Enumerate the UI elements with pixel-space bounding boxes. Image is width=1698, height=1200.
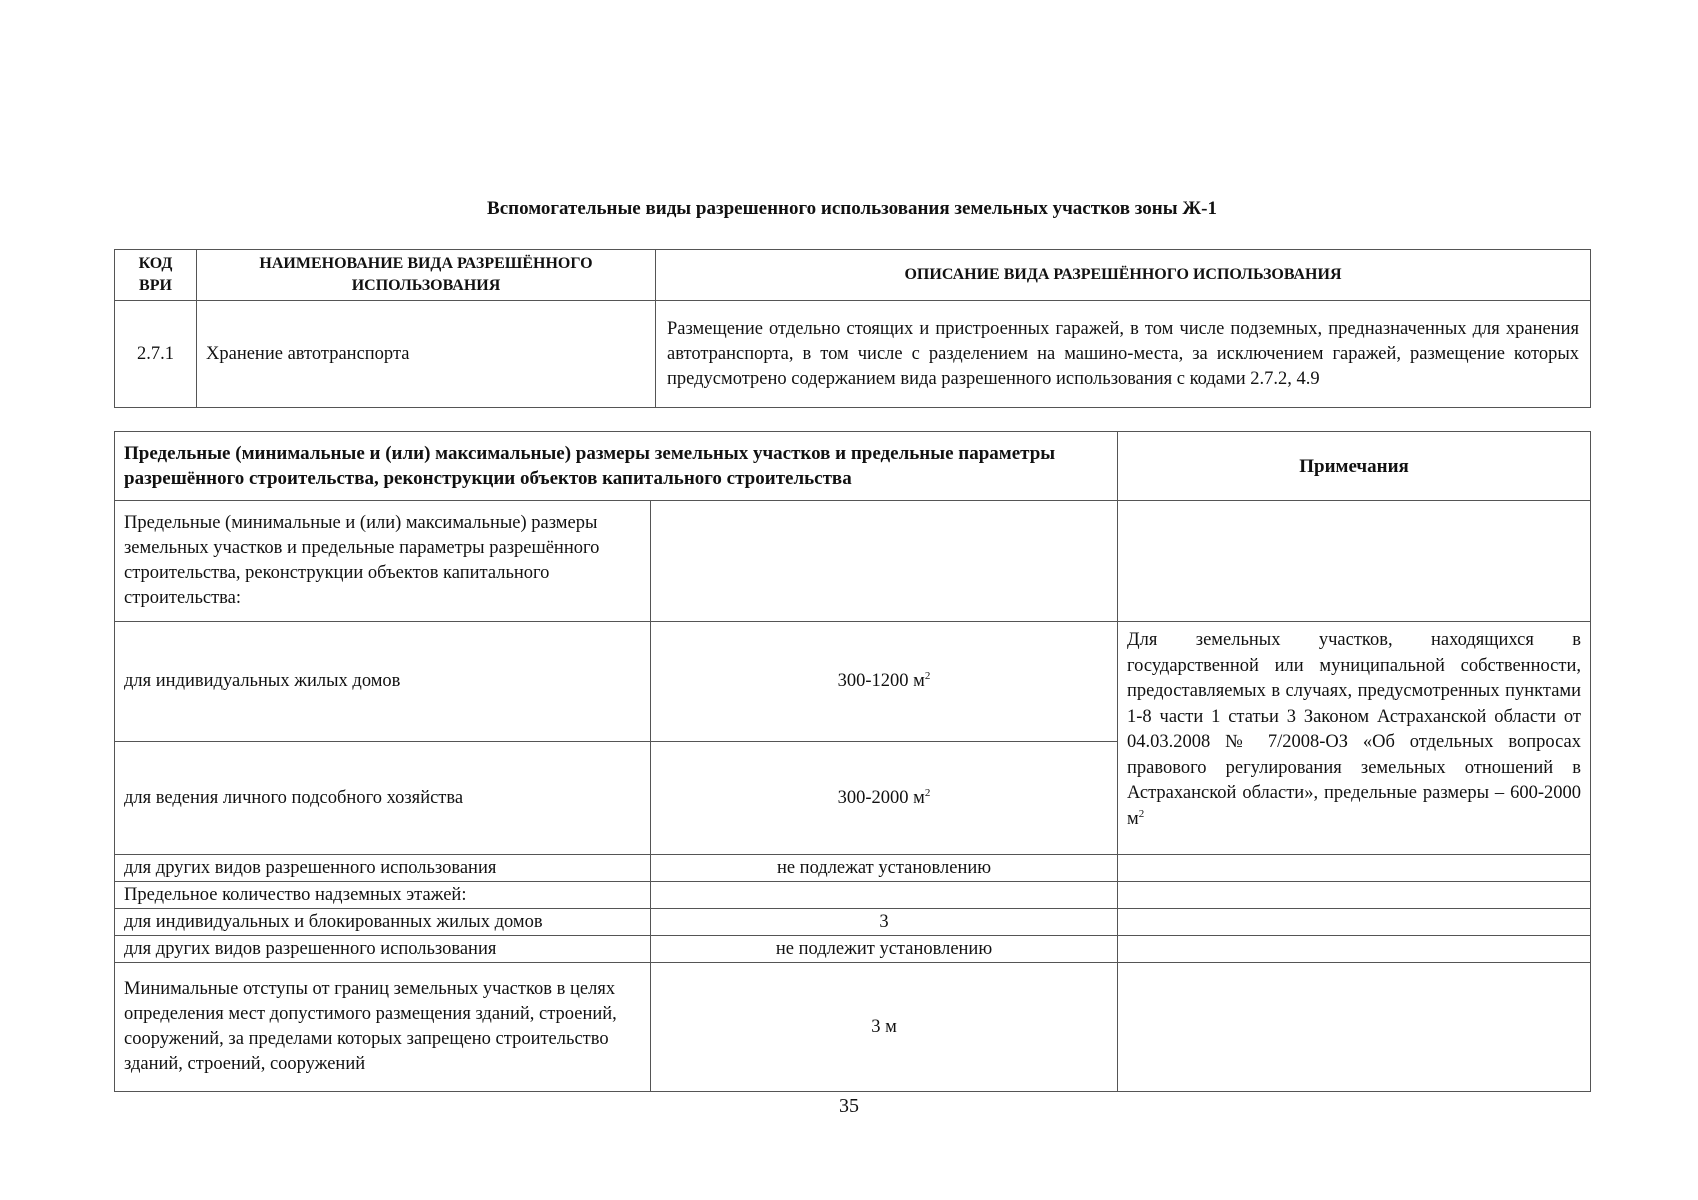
- header-params: Предельные (минимальные и (или) максимальные) размеры земельных участков и предельные параметры разрешённого строительства, реконструкции объектов капитального строительства: [115, 432, 1118, 501]
- auxiliary-use-table: [114, 249, 1591, 408]
- header-code: КОД ВРИ: [115, 250, 197, 301]
- merged-note: [1118, 622, 1591, 855]
- superscript: 2: [1138, 807, 1145, 820]
- table-row: [115, 855, 1591, 882]
- header-name: НАИМЕНОВАНИЕ ВИДА РАЗРЕШЁННОГО ИСПОЛЬЗОВАНИЯ: [197, 250, 656, 301]
- page-number: 35: [839, 1095, 859, 1117]
- individual-label: для индивидуальных жилых домов: [115, 622, 651, 742]
- floors-other-value: не подлежит установлению: [651, 936, 1118, 963]
- floors-other-note: [1118, 936, 1591, 963]
- table-row: [115, 622, 1591, 742]
- intro-label: Предельные (минимальные и (или) максимальные) размеры земельных участков и предельные параметры разрешённого строительства, реконструкции объектов капитального строительства:: [115, 501, 651, 622]
- individual-value: [651, 622, 1118, 742]
- setback-label: Минимальные отступы от границ земельных участков в целях определения мест допустимого размещения зданий, строений, сооружений, за пределами которых запрещено строительство зданий, строений, сооружений: [115, 963, 651, 1092]
- floors-value: [651, 882, 1118, 909]
- other-size-label: для других видов разрешенного использования: [115, 855, 651, 882]
- header-notes: Примечания: [1118, 432, 1591, 501]
- floors-note: [1118, 882, 1591, 909]
- table-row: [115, 909, 1591, 936]
- table-header-row: [115, 250, 1591, 301]
- superscript: 2: [924, 786, 931, 799]
- other-size-note: [1118, 855, 1591, 882]
- superscript: 2: [924, 669, 931, 682]
- merged-note-text: Для земельных участков, находящихся в государственной или муниципальной собственности, предоставляемых в случаях, предусмотренных пунктами 1-8 части 1 статьи 3 Законом Астраханской области от 04.03.2008 № 7/2008-ОЗ «Об отдельных вопросах правового регулирования земельных отношений в Астраханской области», предельные размеры – 600-2000 м: [1127, 630, 1582, 829]
- lph-label: для ведения личного подсобного хозяйства: [115, 742, 651, 855]
- parameters-table: [114, 431, 1591, 1092]
- table-row: [115, 963, 1591, 1092]
- setback-value: 3 м: [651, 963, 1118, 1092]
- lph-value-text: 300-2000 м: [837, 787, 925, 808]
- floors-other-label: для других видов разрешенного использования: [115, 936, 651, 963]
- intro-note: [1118, 501, 1591, 622]
- individual-value-text: 300-1200 м: [837, 671, 925, 691]
- table-row: [115, 301, 1591, 408]
- intro-value: [651, 501, 1118, 622]
- header-description: ОПИСАНИЕ ВИДА РАЗРЕШЁННОГО ИСПОЛЬЗОВАНИЯ: [656, 250, 1591, 301]
- setback-note: [1118, 963, 1591, 1092]
- lph-value: [651, 742, 1118, 855]
- floors-ind-label: для индивидуальных и блокированных жилых домов: [115, 909, 651, 936]
- floors-label: Предельное количество надземных этажей:: [115, 882, 651, 909]
- use-name: Хранение автотранспорта: [197, 301, 656, 408]
- table-row: [115, 501, 1591, 622]
- section-title: Вспомогательные виды разрешенного использования земельных участков зоны Ж-1: [487, 198, 1217, 219]
- other-size-value: не подлежат установлению: [651, 855, 1118, 882]
- table-row: [115, 882, 1591, 909]
- floors-ind-value: 3: [651, 909, 1118, 936]
- table-row: [115, 936, 1591, 963]
- use-code: 2.7.1: [115, 301, 197, 408]
- use-description: Размещение отдельно стоящих и пристроенных гаражей, в том числе подземных, предназначенных для хранения автотранспорта, в том числе с разделением на машино-места, за исключением гаражей, размещение которых предусмотрено содержанием вида разрешенного использования с кодами 2.7.2, 4.9: [656, 301, 1591, 408]
- floors-ind-note: [1118, 909, 1591, 936]
- table-header-row: [115, 432, 1591, 501]
